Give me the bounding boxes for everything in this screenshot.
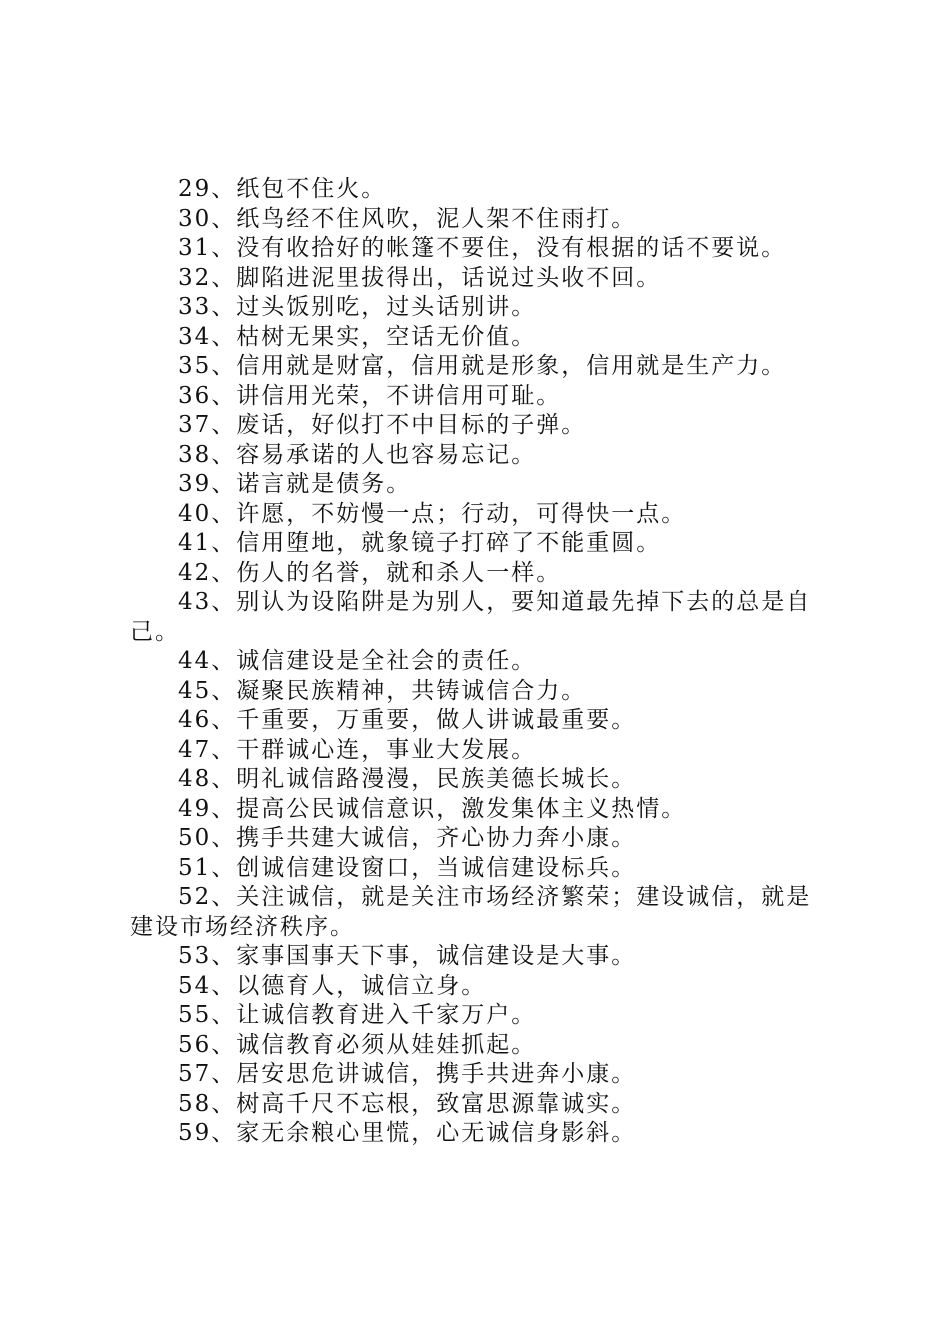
list-item: 31、没有收拾好的帐篷不要住，没有根据的话不要说。 bbox=[178, 235, 787, 261]
list-item: 32、脚陷进泥里拔得出，话说过头收不回。 bbox=[178, 264, 662, 291]
list-item: 47、干群诚心连，事业大发展。 bbox=[178, 736, 537, 763]
list-item: 59、家无余粮心里慌，心无诚信身影斜。 bbox=[178, 1120, 637, 1146]
list-item: 29、纸包不住火。 bbox=[178, 176, 387, 202]
list-item: 38、容易承诺的人也容易忘记。 bbox=[178, 441, 537, 468]
list-item: 30、纸鸟经不住风吹，泥人架不住雨打。 bbox=[178, 205, 637, 232]
list-item: 45、凝聚民族精神，共铸诚信合力。 bbox=[178, 677, 587, 704]
list-item: 56、诚信教育必须从娃娃抓起。 bbox=[178, 1031, 537, 1058]
list-item: 36、讲信用光荣，不讲信用可耻。 bbox=[178, 382, 562, 409]
list-item: 50、携手共建大诚信，齐心协力奔小康。 bbox=[178, 825, 637, 851]
list-item: 40、许愿，不妨慢一点；行动，可得快一点。 bbox=[178, 500, 687, 527]
list-item: 52、关注诚信，就是关注市场经济繁荣；建设诚信，就是建设市场经济秩序。 bbox=[130, 884, 812, 940]
list-item: 55、让诚信教育进入千家万户。 bbox=[178, 1002, 537, 1028]
list-item: 43、别认为设陷阱是为别人，要知道最先掉下去的总是自己。 bbox=[130, 589, 812, 645]
list-item: 57、居安思危讲诚信，携手共进奔小康。 bbox=[178, 1061, 637, 1087]
list-item: 35、信用就是财富，信用就是形象，信用就是生产力。 bbox=[178, 353, 787, 379]
list-item: 34、枯树无果实，空话无价值。 bbox=[178, 323, 537, 350]
list-item: 54、以德育人，诚信立身。 bbox=[178, 972, 487, 999]
list-item: 37、废话，好似打不中目标的子弹。 bbox=[178, 412, 587, 438]
list-item: 58、树高千尺不忘根，致富思源靠诚实。 bbox=[178, 1090, 637, 1117]
list-item: 42、伤人的名誉，就和杀人一样。 bbox=[178, 559, 562, 586]
list-item: 41、信用堕地，就象镜子打碎了不能重圆。 bbox=[178, 530, 662, 556]
slogan-list bbox=[130, 175, 835, 1149]
list-item: 39、诺言就是债务。 bbox=[178, 471, 412, 497]
list-item: 48、明礼诚信路漫漫，民族美德长城长。 bbox=[178, 766, 637, 792]
list-item: 49、提高公民诚信意识，激发集体主义热情。 bbox=[178, 795, 687, 822]
list-item: 44、诚信建设是全社会的责任。 bbox=[178, 648, 537, 674]
list-item: 53、家事国事天下事，诚信建设是大事。 bbox=[178, 943, 637, 969]
list-item: 51、创诚信建设窗口，当诚信建设标兵。 bbox=[178, 854, 637, 881]
list-item: 46、千重要，万重要，做人讲诚最重要。 bbox=[178, 707, 637, 733]
list-item: 33、过头饭别吃，过头话别讲。 bbox=[178, 294, 537, 320]
